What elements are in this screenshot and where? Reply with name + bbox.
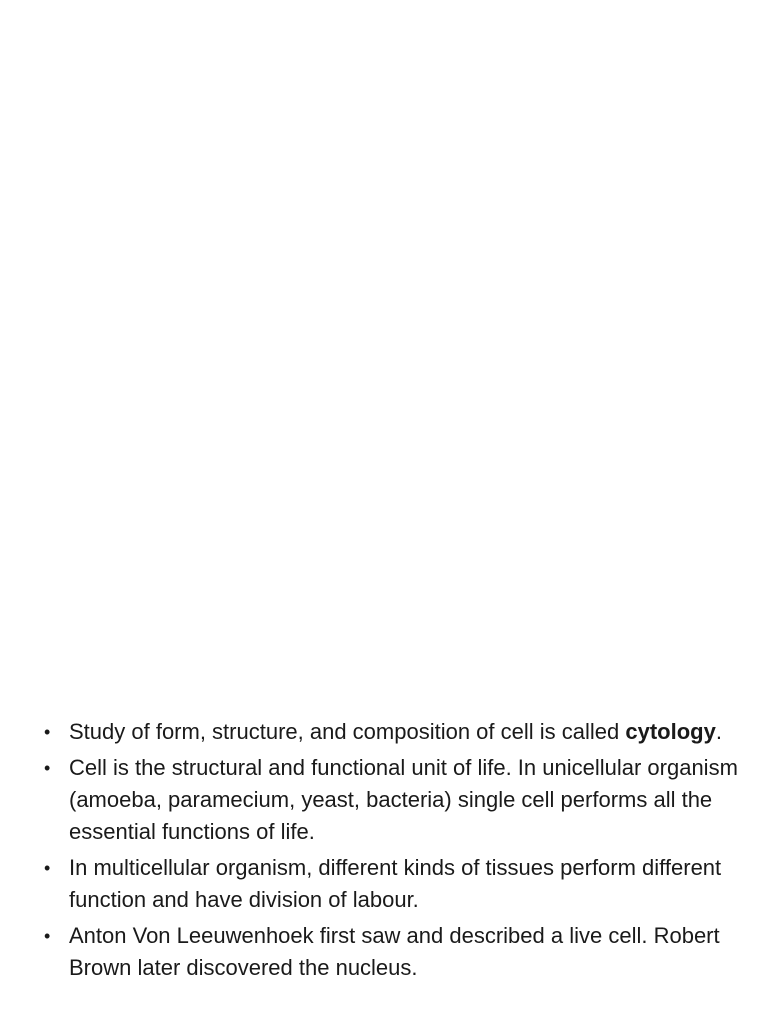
bullet-item-cytology: [44, 716, 744, 748]
bold-term: cytology: [625, 719, 716, 744]
bullet-list: [44, 716, 744, 988]
bullet-dot-icon: •: [44, 858, 51, 878]
bullet-dot-icon: •: [44, 758, 51, 778]
bullet-dot-icon: •: [44, 926, 51, 946]
bullet-text: In multicellular organism, different kinds of tissues perform different function and have division of labour.: [69, 855, 722, 912]
bullet-text: Cell is the structural and functional unit of life. In unicellular organism (amoeba, paramecium, yeast, bacteria) single cell performs all the essential functions of life.: [69, 755, 738, 844]
bullet-item-multicellular: [44, 852, 744, 916]
bullet-text-part: .: [715, 719, 722, 744]
bullet-text-part: Study of form, structure, and composition of cell is called: [69, 719, 626, 744]
bullet-item-cell-unit: [44, 752, 744, 848]
bullet-dot-icon: •: [44, 722, 51, 742]
bullet-text: Anton Von Leeuwenhoek first saw and described a live cell. Robert Brown later discovered the nucleus.: [69, 923, 720, 980]
bullet-item-history: [44, 920, 744, 984]
